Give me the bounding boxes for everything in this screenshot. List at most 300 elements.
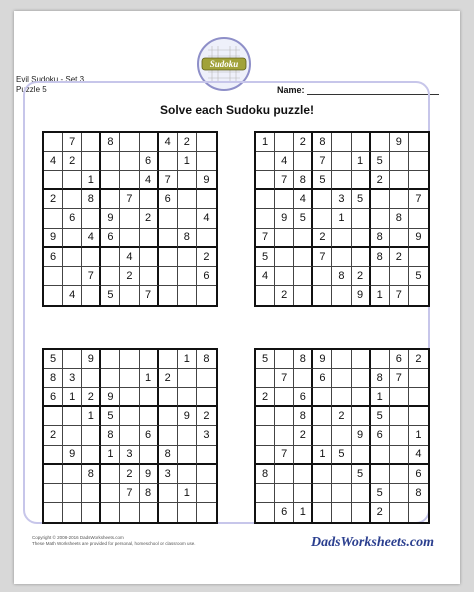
sudoku-cell[interactable] <box>63 350 82 369</box>
sudoku-cell[interactable] <box>197 190 216 209</box>
sudoku-cell[interactable] <box>275 229 294 248</box>
sudoku-cell[interactable] <box>275 407 294 426</box>
sudoku-cell[interactable] <box>313 426 332 445</box>
sudoku-cell[interactable] <box>256 190 275 209</box>
sudoku-cell[interactable]: 4 <box>294 190 313 209</box>
sudoku-cell[interactable]: 4 <box>63 286 82 305</box>
sudoku-cell[interactable] <box>197 503 216 522</box>
sudoku-cell[interactable] <box>197 152 216 171</box>
sudoku-cell[interactable]: 2 <box>159 369 178 388</box>
sudoku-cell[interactable] <box>120 369 139 388</box>
sudoku-cell[interactable]: 1 <box>371 388 390 407</box>
sudoku-cell[interactable]: 1 <box>409 426 428 445</box>
sudoku-cell[interactable] <box>390 503 409 522</box>
sudoku-cell[interactable] <box>140 248 159 267</box>
sudoku-cell[interactable] <box>140 133 159 152</box>
sudoku-cell[interactable] <box>332 426 351 445</box>
sudoku-cell[interactable]: 8 <box>256 465 275 484</box>
sudoku-cell[interactable] <box>371 350 390 369</box>
sudoku-cell[interactable] <box>313 209 332 228</box>
sudoku-cell[interactable]: 2 <box>44 426 63 445</box>
sudoku-cell[interactable] <box>352 171 371 190</box>
sudoku-cell[interactable]: 4 <box>409 446 428 465</box>
sudoku-cell[interactable] <box>332 369 351 388</box>
sudoku-cell[interactable] <box>197 465 216 484</box>
sudoku-cell[interactable] <box>44 286 63 305</box>
sudoku-cell[interactable]: 8 <box>294 171 313 190</box>
sudoku-cell[interactable] <box>313 286 332 305</box>
sudoku-cell[interactable]: 2 <box>371 503 390 522</box>
sudoku-cell[interactable] <box>178 267 197 286</box>
sudoku-cell[interactable]: 2 <box>256 388 275 407</box>
sudoku-cell[interactable] <box>313 407 332 426</box>
sudoku-cell[interactable] <box>63 426 82 445</box>
sudoku-cell[interactable]: 6 <box>140 426 159 445</box>
sudoku-cell[interactable]: 8 <box>294 350 313 369</box>
sudoku-cell[interactable] <box>120 407 139 426</box>
sudoku-cell[interactable] <box>101 152 120 171</box>
sudoku-cell[interactable]: 8 <box>197 350 216 369</box>
sudoku-cell[interactable]: 1 <box>178 484 197 503</box>
sudoku-cell[interactable] <box>63 190 82 209</box>
sudoku-cell[interactable] <box>256 171 275 190</box>
sudoku-cell[interactable]: 8 <box>101 426 120 445</box>
sudoku-cell[interactable] <box>390 484 409 503</box>
sudoku-cell[interactable] <box>352 446 371 465</box>
sudoku-cell[interactable]: 2 <box>294 133 313 152</box>
sudoku-cell[interactable]: 5 <box>256 248 275 267</box>
sudoku-cell[interactable]: 7 <box>390 369 409 388</box>
sudoku-cell[interactable] <box>390 267 409 286</box>
sudoku-cell[interactable] <box>44 446 63 465</box>
sudoku-cell[interactable] <box>178 286 197 305</box>
sudoku-cell[interactable] <box>178 248 197 267</box>
sudoku-cell[interactable] <box>275 133 294 152</box>
sudoku-cell[interactable]: 6 <box>275 503 294 522</box>
sudoku-cell[interactable] <box>294 369 313 388</box>
sudoku-cell[interactable]: 6 <box>409 465 428 484</box>
sudoku-cell[interactable] <box>120 133 139 152</box>
sudoku-cell[interactable]: 2 <box>120 267 139 286</box>
sudoku-cell[interactable]: 5 <box>332 446 351 465</box>
sudoku-cell[interactable] <box>313 267 332 286</box>
sudoku-cell[interactable] <box>159 426 178 445</box>
sudoku-cell[interactable]: 9 <box>197 171 216 190</box>
sudoku-cell[interactable] <box>63 465 82 484</box>
sudoku-cell[interactable] <box>63 484 82 503</box>
sudoku-cell[interactable] <box>371 267 390 286</box>
sudoku-cell[interactable] <box>63 171 82 190</box>
sudoku-cell[interactable]: 7 <box>275 171 294 190</box>
sudoku-cell[interactable] <box>409 152 428 171</box>
sudoku-cell[interactable] <box>313 503 332 522</box>
sudoku-cell[interactable] <box>82 152 101 171</box>
sudoku-cell[interactable] <box>120 171 139 190</box>
sudoku-cell[interactable] <box>120 388 139 407</box>
sudoku-cell[interactable] <box>332 465 351 484</box>
sudoku-cell[interactable]: 9 <box>101 388 120 407</box>
sudoku-cell[interactable]: 2 <box>178 133 197 152</box>
sudoku-cell[interactable] <box>371 465 390 484</box>
sudoku-cell[interactable] <box>256 503 275 522</box>
sudoku-cell[interactable]: 1 <box>140 369 159 388</box>
sudoku-cell[interactable] <box>101 484 120 503</box>
sudoku-cell[interactable] <box>332 133 351 152</box>
sudoku-cell[interactable] <box>63 267 82 286</box>
sudoku-cell[interactable]: 6 <box>101 229 120 248</box>
sudoku-cell[interactable]: 7 <box>256 229 275 248</box>
sudoku-cell[interactable] <box>332 503 351 522</box>
sudoku-cell[interactable]: 7 <box>313 152 332 171</box>
sudoku-cell[interactable] <box>120 350 139 369</box>
sudoku-cell[interactable]: 2 <box>313 229 332 248</box>
sudoku-cell[interactable] <box>178 503 197 522</box>
sudoku-cell[interactable] <box>256 426 275 445</box>
sudoku-cell[interactable]: 7 <box>159 171 178 190</box>
sudoku-cell[interactable] <box>332 350 351 369</box>
sudoku-cell[interactable] <box>294 484 313 503</box>
sudoku-cell[interactable]: 4 <box>140 171 159 190</box>
sudoku-cell[interactable]: 3 <box>332 190 351 209</box>
sudoku-cell[interactable] <box>101 248 120 267</box>
sudoku-cell[interactable]: 3 <box>63 369 82 388</box>
sudoku-cell[interactable] <box>82 446 101 465</box>
sudoku-cell[interactable] <box>197 388 216 407</box>
sudoku-cell[interactable] <box>294 267 313 286</box>
sudoku-cell[interactable] <box>352 503 371 522</box>
sudoku-cell[interactable] <box>82 503 101 522</box>
sudoku-cell[interactable] <box>140 267 159 286</box>
sudoku-cell[interactable]: 7 <box>275 446 294 465</box>
sudoku-cell[interactable] <box>275 388 294 407</box>
sudoku-cell[interactable]: 7 <box>120 484 139 503</box>
sudoku-cell[interactable] <box>313 190 332 209</box>
sudoku-cell[interactable] <box>178 426 197 445</box>
sudoku-cell[interactable]: 2 <box>63 152 82 171</box>
sudoku-cell[interactable]: 6 <box>294 388 313 407</box>
sudoku-cell[interactable] <box>390 446 409 465</box>
sudoku-cell[interactable]: 2 <box>44 190 63 209</box>
sudoku-cell[interactable] <box>275 248 294 267</box>
sudoku-cell[interactable] <box>120 209 139 228</box>
sudoku-cell[interactable] <box>101 369 120 388</box>
sudoku-cell[interactable]: 4 <box>159 133 178 152</box>
sudoku-cell[interactable] <box>332 229 351 248</box>
sudoku-cell[interactable] <box>44 171 63 190</box>
sudoku-cell[interactable] <box>332 171 351 190</box>
sudoku-cell[interactable] <box>120 503 139 522</box>
sudoku-cell[interactable]: 7 <box>82 267 101 286</box>
sudoku-cell[interactable]: 8 <box>82 465 101 484</box>
sudoku-cell[interactable]: 7 <box>313 248 332 267</box>
sudoku-cell[interactable]: 5 <box>101 286 120 305</box>
sudoku-cell[interactable] <box>159 209 178 228</box>
sudoku-cell[interactable]: 4 <box>256 267 275 286</box>
sudoku-cell[interactable]: 2 <box>197 407 216 426</box>
sudoku-cell[interactable] <box>256 286 275 305</box>
sudoku-cell[interactable] <box>409 286 428 305</box>
sudoku-cell[interactable] <box>159 484 178 503</box>
sudoku-cell[interactable]: 5 <box>294 209 313 228</box>
sudoku-cell[interactable] <box>256 369 275 388</box>
sudoku-cell[interactable]: 9 <box>178 407 197 426</box>
sudoku-cell[interactable]: 1 <box>63 388 82 407</box>
sudoku-cell[interactable] <box>140 190 159 209</box>
sudoku-cell[interactable]: 3 <box>159 465 178 484</box>
sudoku-cell[interactable] <box>275 267 294 286</box>
sudoku-cell[interactable]: 9 <box>390 133 409 152</box>
sudoku-cell[interactable]: 2 <box>82 388 101 407</box>
sudoku-cell[interactable] <box>352 484 371 503</box>
sudoku-cell[interactable]: 8 <box>140 484 159 503</box>
sudoku-cell[interactable] <box>390 152 409 171</box>
sudoku-cell[interactable] <box>82 133 101 152</box>
sudoku-cell[interactable]: 8 <box>371 229 390 248</box>
sudoku-cell[interactable]: 3 <box>197 426 216 445</box>
sudoku-cell[interactable]: 4 <box>197 209 216 228</box>
sudoku-cell[interactable]: 8 <box>159 446 178 465</box>
sudoku-cell[interactable] <box>101 350 120 369</box>
sudoku-cell[interactable] <box>275 465 294 484</box>
sudoku-cell[interactable] <box>120 286 139 305</box>
sudoku-cell[interactable] <box>140 229 159 248</box>
sudoku-cell[interactable]: 8 <box>313 133 332 152</box>
sudoku-cell[interactable] <box>390 229 409 248</box>
sudoku-cell[interactable] <box>178 190 197 209</box>
sudoku-cell[interactable] <box>409 407 428 426</box>
sudoku-cell[interactable]: 4 <box>82 229 101 248</box>
sudoku-cell[interactable] <box>44 209 63 228</box>
sudoku-cell[interactable]: 4 <box>120 248 139 267</box>
sudoku-cell[interactable] <box>197 286 216 305</box>
sudoku-cell[interactable]: 6 <box>197 267 216 286</box>
sudoku-cell[interactable] <box>178 465 197 484</box>
sudoku-cell[interactable]: 6 <box>371 426 390 445</box>
sudoku-cell[interactable] <box>159 407 178 426</box>
sudoku-cell[interactable] <box>159 350 178 369</box>
sudoku-cell[interactable]: 5 <box>371 152 390 171</box>
sudoku-cell[interactable] <box>178 388 197 407</box>
sudoku-cell[interactable] <box>332 286 351 305</box>
sudoku-cell[interactable] <box>256 407 275 426</box>
sudoku-cell[interactable]: 5 <box>352 190 371 209</box>
sudoku-cell[interactable]: 5 <box>101 407 120 426</box>
sudoku-cell[interactable] <box>101 503 120 522</box>
sudoku-cell[interactable] <box>313 484 332 503</box>
sudoku-cell[interactable] <box>275 350 294 369</box>
sudoku-cell[interactable] <box>371 209 390 228</box>
sudoku-cell[interactable] <box>159 267 178 286</box>
sudoku-cell[interactable]: 9 <box>352 286 371 305</box>
sudoku-cell[interactable] <box>44 503 63 522</box>
sudoku-cell[interactable] <box>352 229 371 248</box>
sudoku-cell[interactable] <box>409 388 428 407</box>
sudoku-cell[interactable] <box>256 446 275 465</box>
sudoku-cell[interactable] <box>371 133 390 152</box>
sudoku-cell[interactable]: 1 <box>256 133 275 152</box>
sudoku-cell[interactable] <box>332 152 351 171</box>
sudoku-cell[interactable]: 9 <box>352 426 371 445</box>
sudoku-cell[interactable]: 9 <box>101 209 120 228</box>
sudoku-cell[interactable] <box>63 503 82 522</box>
sudoku-cell[interactable] <box>197 446 216 465</box>
sudoku-cell[interactable]: 7 <box>275 369 294 388</box>
sudoku-cell[interactable]: 5 <box>352 465 371 484</box>
sudoku-cell[interactable] <box>275 484 294 503</box>
sudoku-cell[interactable] <box>352 388 371 407</box>
sudoku-cell[interactable] <box>82 369 101 388</box>
sudoku-cell[interactable] <box>197 229 216 248</box>
sudoku-cell[interactable]: 9 <box>275 209 294 228</box>
sudoku-cell[interactable] <box>140 446 159 465</box>
sudoku-cell[interactable]: 1 <box>352 152 371 171</box>
sudoku-cell[interactable]: 1 <box>371 286 390 305</box>
sudoku-cell[interactable]: 8 <box>332 267 351 286</box>
sudoku-cell[interactable] <box>63 407 82 426</box>
sudoku-cell[interactable] <box>294 286 313 305</box>
sudoku-cell[interactable] <box>352 407 371 426</box>
sudoku-cell[interactable] <box>371 190 390 209</box>
sudoku-cell[interactable]: 1 <box>294 503 313 522</box>
sudoku-cell[interactable] <box>44 407 63 426</box>
sudoku-cell[interactable]: 7 <box>120 190 139 209</box>
sudoku-cell[interactable] <box>352 369 371 388</box>
sudoku-cell[interactable]: 6 <box>63 209 82 228</box>
sudoku-cell[interactable] <box>294 229 313 248</box>
sudoku-cell[interactable] <box>390 388 409 407</box>
sudoku-cell[interactable] <box>82 484 101 503</box>
sudoku-cell[interactable] <box>101 267 120 286</box>
sudoku-cell[interactable]: 7 <box>63 133 82 152</box>
sudoku-cell[interactable] <box>159 388 178 407</box>
sudoku-cell[interactable] <box>140 388 159 407</box>
sudoku-cell[interactable] <box>256 484 275 503</box>
sudoku-cell[interactable] <box>409 171 428 190</box>
sudoku-cell[interactable]: 6 <box>140 152 159 171</box>
sudoku-cell[interactable] <box>256 152 275 171</box>
sudoku-cell[interactable] <box>63 248 82 267</box>
sudoku-cell[interactable]: 1 <box>178 152 197 171</box>
sudoku-cell[interactable] <box>409 209 428 228</box>
sudoku-cell[interactable]: 4 <box>275 152 294 171</box>
sudoku-cell[interactable]: 2 <box>371 171 390 190</box>
sudoku-cell[interactable] <box>409 248 428 267</box>
sudoku-cell[interactable] <box>352 209 371 228</box>
sudoku-cell[interactable]: 1 <box>313 446 332 465</box>
sudoku-cell[interactable]: 7 <box>390 286 409 305</box>
sudoku-cell[interactable]: 9 <box>140 465 159 484</box>
sudoku-cell[interactable] <box>390 171 409 190</box>
sudoku-cell[interactable]: 4 <box>44 152 63 171</box>
sudoku-cell[interactable]: 6 <box>44 388 63 407</box>
sudoku-cell[interactable] <box>178 369 197 388</box>
sudoku-cell[interactable]: 9 <box>82 350 101 369</box>
sudoku-cell[interactable]: 1 <box>178 350 197 369</box>
sudoku-cell[interactable] <box>294 465 313 484</box>
sudoku-cell[interactable] <box>390 190 409 209</box>
sudoku-cell[interactable] <box>313 388 332 407</box>
sudoku-cell[interactable] <box>101 465 120 484</box>
sudoku-cell[interactable]: 1 <box>82 407 101 426</box>
sudoku-cell[interactable]: 9 <box>313 350 332 369</box>
sudoku-cell[interactable] <box>275 190 294 209</box>
sudoku-cell[interactable] <box>256 209 275 228</box>
sudoku-cell[interactable]: 2 <box>352 267 371 286</box>
sudoku-cell[interactable] <box>390 465 409 484</box>
sudoku-cell[interactable]: 8 <box>390 209 409 228</box>
sudoku-cell[interactable]: 2 <box>332 407 351 426</box>
sudoku-cell[interactable]: 9 <box>409 229 428 248</box>
sudoku-cell[interactable]: 8 <box>409 484 428 503</box>
sudoku-cell[interactable] <box>197 133 216 152</box>
sudoku-cell[interactable] <box>294 152 313 171</box>
sudoku-cell[interactable] <box>120 152 139 171</box>
sudoku-cell[interactable]: 3 <box>120 446 139 465</box>
sudoku-cell[interactable]: 2 <box>294 426 313 445</box>
sudoku-cell[interactable]: 8 <box>101 133 120 152</box>
sudoku-cell[interactable] <box>44 133 63 152</box>
sudoku-cell[interactable]: 8 <box>82 190 101 209</box>
sudoku-cell[interactable] <box>197 484 216 503</box>
sudoku-cell[interactable] <box>313 465 332 484</box>
sudoku-cell[interactable] <box>409 369 428 388</box>
sudoku-cell[interactable] <box>159 248 178 267</box>
sudoku-cell[interactable] <box>275 426 294 445</box>
sudoku-cell[interactable]: 2 <box>140 209 159 228</box>
sudoku-cell[interactable] <box>44 465 63 484</box>
sudoku-cell[interactable] <box>159 229 178 248</box>
sudoku-cell[interactable]: 8 <box>371 369 390 388</box>
sudoku-cell[interactable]: 2 <box>197 248 216 267</box>
sudoku-cell[interactable]: 2 <box>390 248 409 267</box>
sudoku-cell[interactable]: 1 <box>101 446 120 465</box>
sudoku-cell[interactable] <box>294 446 313 465</box>
sudoku-cell[interactable] <box>120 426 139 445</box>
sudoku-cell[interactable] <box>140 503 159 522</box>
sudoku-cell[interactable]: 6 <box>44 248 63 267</box>
sudoku-cell[interactable] <box>44 484 63 503</box>
sudoku-cell[interactable] <box>159 152 178 171</box>
sudoku-cell[interactable] <box>63 229 82 248</box>
sudoku-cell[interactable]: 5 <box>371 407 390 426</box>
sudoku-cell[interactable] <box>178 171 197 190</box>
sudoku-cell[interactable]: 5 <box>409 267 428 286</box>
sudoku-cell[interactable] <box>352 350 371 369</box>
sudoku-cell[interactable] <box>82 209 101 228</box>
sudoku-cell[interactable] <box>120 229 139 248</box>
sudoku-cell[interactable]: 2 <box>409 350 428 369</box>
sudoku-cell[interactable] <box>352 248 371 267</box>
sudoku-cell[interactable] <box>101 171 120 190</box>
sudoku-cell[interactable] <box>409 133 428 152</box>
sudoku-cell[interactable] <box>409 503 428 522</box>
sudoku-cell[interactable]: 8 <box>178 229 197 248</box>
sudoku-cell[interactable] <box>332 484 351 503</box>
sudoku-cell[interactable] <box>82 248 101 267</box>
sudoku-cell[interactable] <box>140 407 159 426</box>
sudoku-cell[interactable] <box>159 503 178 522</box>
sudoku-cell[interactable]: 9 <box>44 229 63 248</box>
sudoku-cell[interactable] <box>371 446 390 465</box>
sudoku-cell[interactable]: 2 <box>120 465 139 484</box>
sudoku-cell[interactable] <box>178 209 197 228</box>
sudoku-cell[interactable]: 6 <box>390 350 409 369</box>
sudoku-cell[interactable] <box>82 286 101 305</box>
sudoku-cell[interactable] <box>101 190 120 209</box>
sudoku-cell[interactable] <box>332 248 351 267</box>
sudoku-cell[interactable]: 1 <box>332 209 351 228</box>
sudoku-cell[interactable]: 8 <box>371 248 390 267</box>
